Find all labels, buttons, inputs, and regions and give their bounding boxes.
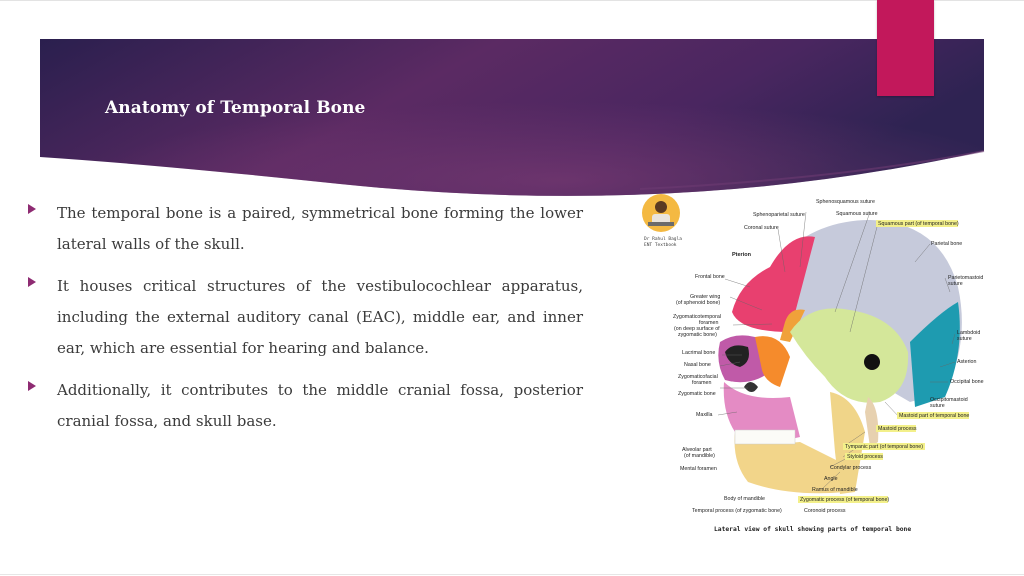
label-mastoid-process: Mastoid process — [878, 426, 917, 432]
label-coronoid-process: Coronoid process — [804, 508, 846, 514]
label-zygomaticotemporal-3: (on deep surface of — [674, 326, 720, 332]
label-occipitomastoid-suture: Occipitomastoid — [930, 397, 968, 403]
bullet-text: The temporal bone is a paired, symmetrical bone forming the lower lateral walls of the skull. — [57, 204, 583, 253]
accent-bookmark — [877, 0, 934, 96]
label-zygomaticofacial: Zygomaticofacial — [678, 374, 718, 380]
top-divider — [0, 0, 1024, 1]
label-zygomaticotemporal-4: zygomatic bone) — [678, 332, 717, 338]
label-ramus-of-mandible: Ramus of mandible — [812, 487, 858, 493]
label-mental-foramen: Mental foramen — [680, 466, 717, 472]
triangle-bullet-icon — [28, 277, 36, 287]
label-tympanic-part: Tympanic part (of temporal bone) — [845, 444, 924, 450]
label-nasal-bone: Nasal bone — [684, 362, 711, 368]
label-zygomatic-process: Zygomatic process (of temporal bone) — [800, 497, 890, 503]
label-angle: Angle — [824, 476, 838, 482]
skull-illustration — [718, 220, 962, 494]
label-squamous-part: Squamous part (of temporal bone) — [878, 221, 959, 227]
author-avatar-icon — [642, 194, 680, 232]
label-greater-wing-sub: (of sphenoid bone) — [676, 300, 721, 306]
label-zygomatic-bone: Zygomatic bone — [678, 391, 716, 397]
label-lambdoid-suture-2: suture — [957, 336, 972, 342]
bullet-text: It houses critical structures of the vestibulocochlear apparatus, including the external auditory canal (EAC), middle ear, and inner ear, which are essential for hearing and balance. — [57, 277, 583, 357]
label-condylar-process: Condylar process — [830, 465, 872, 471]
slide-title: Anatomy of Temporal Bone — [105, 98, 366, 118]
label-asterion: Asterion — [957, 359, 977, 365]
figure-caption: Lateral view of skull showing parts of temporal bone — [714, 526, 912, 533]
triangle-bullet-icon — [28, 381, 36, 391]
label-pterion: Pterion — [732, 252, 751, 258]
label-lambdoid-suture: Lambdoid — [957, 330, 981, 336]
bullet-text: Additionally, it contributes to the middle cranial fossa, posterior cranial fossa, and skull base. — [57, 381, 583, 430]
bullet-item — [28, 198, 583, 260]
label-frontal-bone: Frontal bone — [695, 274, 725, 280]
label-zygomaticotemporal-2: foramen — [699, 320, 719, 326]
watermark-name: Dr Rahul Bagla — [644, 237, 682, 242]
label-parietomastoid-suture-2: suture — [948, 281, 963, 287]
label-lacrimal-bone: Lacrimal bone — [682, 350, 716, 356]
label-alveolar-part-2: (of mandible) — [684, 453, 715, 459]
label-sphenoparietal-suture: Sphenoparietal suture — [753, 212, 805, 218]
label-maxilla: Maxilla — [696, 412, 713, 418]
label-mastoid-part: Mastoid part of temporal bone — [899, 413, 970, 419]
label-styloid-process: Styloid process — [847, 454, 883, 460]
triangle-bullet-icon — [28, 204, 36, 214]
label-zygomaticotemporal: Zygomaticotemporal — [673, 314, 721, 320]
label-squamous-suture: Squamous suture — [836, 211, 878, 217]
label-occipital-bone: Occipital bone — [950, 379, 984, 385]
skull-diagram — [640, 192, 984, 542]
label-coronal-suture: Coronal suture — [744, 225, 779, 231]
label-greater-wing: Greater wing — [690, 294, 721, 300]
label-zygomaticofacial-2: foramen — [692, 380, 712, 386]
bullet-item — [28, 375, 583, 437]
label-sphenosquamous-suture: Sphenosquamous suture — [816, 199, 875, 205]
label-alveolar-part: Alveolar part — [682, 447, 712, 453]
label-body-of-mandible: Body of mandible — [724, 496, 765, 502]
bullet-list — [28, 198, 583, 448]
label-temporal-process: Temporal process (of zygomatic bone) — [692, 508, 782, 514]
bullet-item — [28, 271, 583, 364]
bottom-divider — [0, 574, 1024, 575]
label-parietomastoid-suture: Parietomastoid — [948, 275, 984, 281]
label-parietal-bone: Parietal bone — [931, 241, 963, 247]
watermark-subtitle: ENT Textbook — [644, 243, 677, 248]
label-occipitomastoid-suture-2: suture — [930, 403, 945, 409]
